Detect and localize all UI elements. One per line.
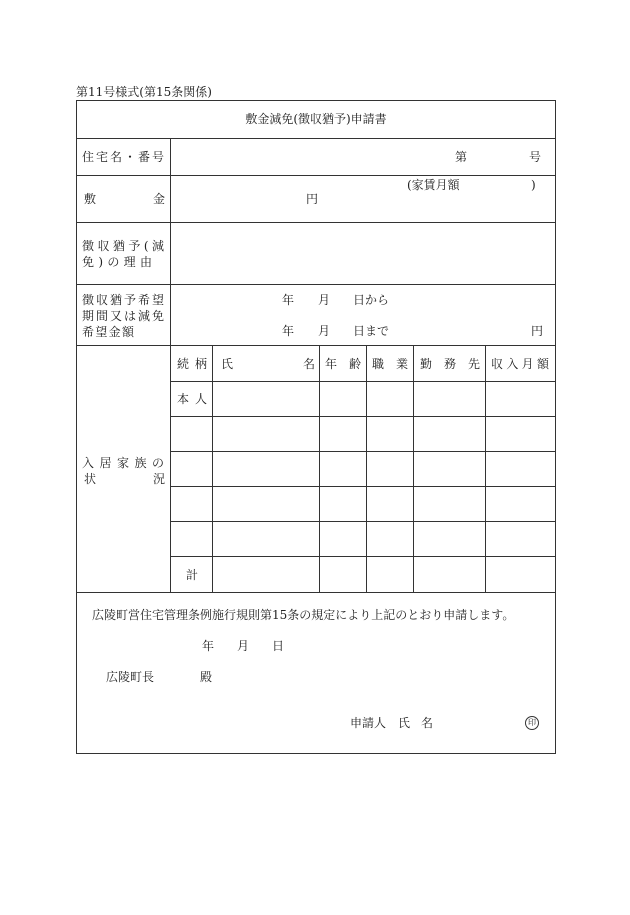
table-row[interactable] (171, 417, 555, 451)
total-label: 計 (186, 568, 199, 582)
table-row[interactable] (171, 452, 555, 486)
family-label-line2-a: 状 (84, 472, 97, 486)
rent-note-open: (家賃月額 (407, 178, 460, 192)
deposit-label-b: 金 (153, 192, 166, 206)
period-yen: 円 (531, 324, 544, 338)
deposit-yen: 円 (306, 192, 319, 206)
family-label-line1: 入居家族の (82, 456, 164, 470)
honorific: 殿 (200, 670, 213, 684)
family-label-line2-b: 況 (153, 472, 166, 486)
period-from-year: 年 (282, 293, 295, 307)
reason-input-area[interactable] (178, 230, 548, 276)
header-name-a: 氏 (221, 357, 234, 371)
period-from-month: 月 (318, 293, 331, 307)
header-age: 年齢 (325, 357, 361, 371)
housing-input-area[interactable] (178, 145, 438, 167)
period-to-year: 年 (282, 324, 295, 338)
applicant-label: 申請人 (350, 716, 387, 730)
period-label-line2: 期間又は減免 (82, 309, 164, 323)
self-label: 本人 (177, 392, 207, 406)
housing-number-go: 号 (529, 150, 542, 164)
period-label-line1: 徴収猶予希望 (82, 293, 164, 307)
deposit-amount-input[interactable] (178, 188, 298, 210)
header-workplace: 勤務先 (420, 357, 480, 371)
form-number: 第11号様式(第15条関係) (76, 85, 212, 99)
housing-label: 住宅名・番号 (82, 150, 164, 164)
reason-label-line1: 徴収猶予(減 (82, 239, 164, 253)
seal-icon: 印 (525, 716, 539, 730)
table-row[interactable] (171, 522, 555, 556)
total-row[interactable] (213, 557, 555, 592)
declaration-day: 日 (272, 639, 285, 653)
reduction-amount-input[interactable] (400, 318, 526, 340)
applicant-name-a: 氏 (398, 716, 411, 730)
mayor-label: 広陵町長 (106, 670, 155, 684)
period-label-line3: 希望金額 (82, 325, 134, 339)
declaration-year: 年 (202, 639, 215, 653)
header-relation: 続柄 (177, 357, 207, 371)
table-row[interactable] (213, 382, 555, 416)
period-to-month: 月 (318, 324, 331, 338)
header-name-b: 名 (303, 357, 316, 371)
header-job: 職業 (372, 357, 408, 371)
applicant-name-input[interactable] (442, 711, 522, 733)
housing-number-dai: 第 (455, 150, 468, 164)
period-to-day: 日まで (353, 324, 390, 338)
applicant-name-b: 名 (421, 716, 434, 730)
rent-note-close: ) (531, 178, 536, 192)
declaration-statement: 広陵町営住宅管理条例施行規則第15条の規定により上記のとおり申請します。 (92, 608, 515, 622)
table-row[interactable] (171, 487, 555, 521)
deposit-label-a: 敷 (84, 192, 97, 206)
header-income: 収入月額 (491, 357, 549, 371)
period-from-day: 日から (353, 293, 390, 307)
reason-label-line2: 免)の理由 (82, 255, 152, 269)
declaration-month: 月 (237, 639, 250, 653)
form-title: 敷金減免(徴収猶予)申請書 (245, 112, 387, 126)
